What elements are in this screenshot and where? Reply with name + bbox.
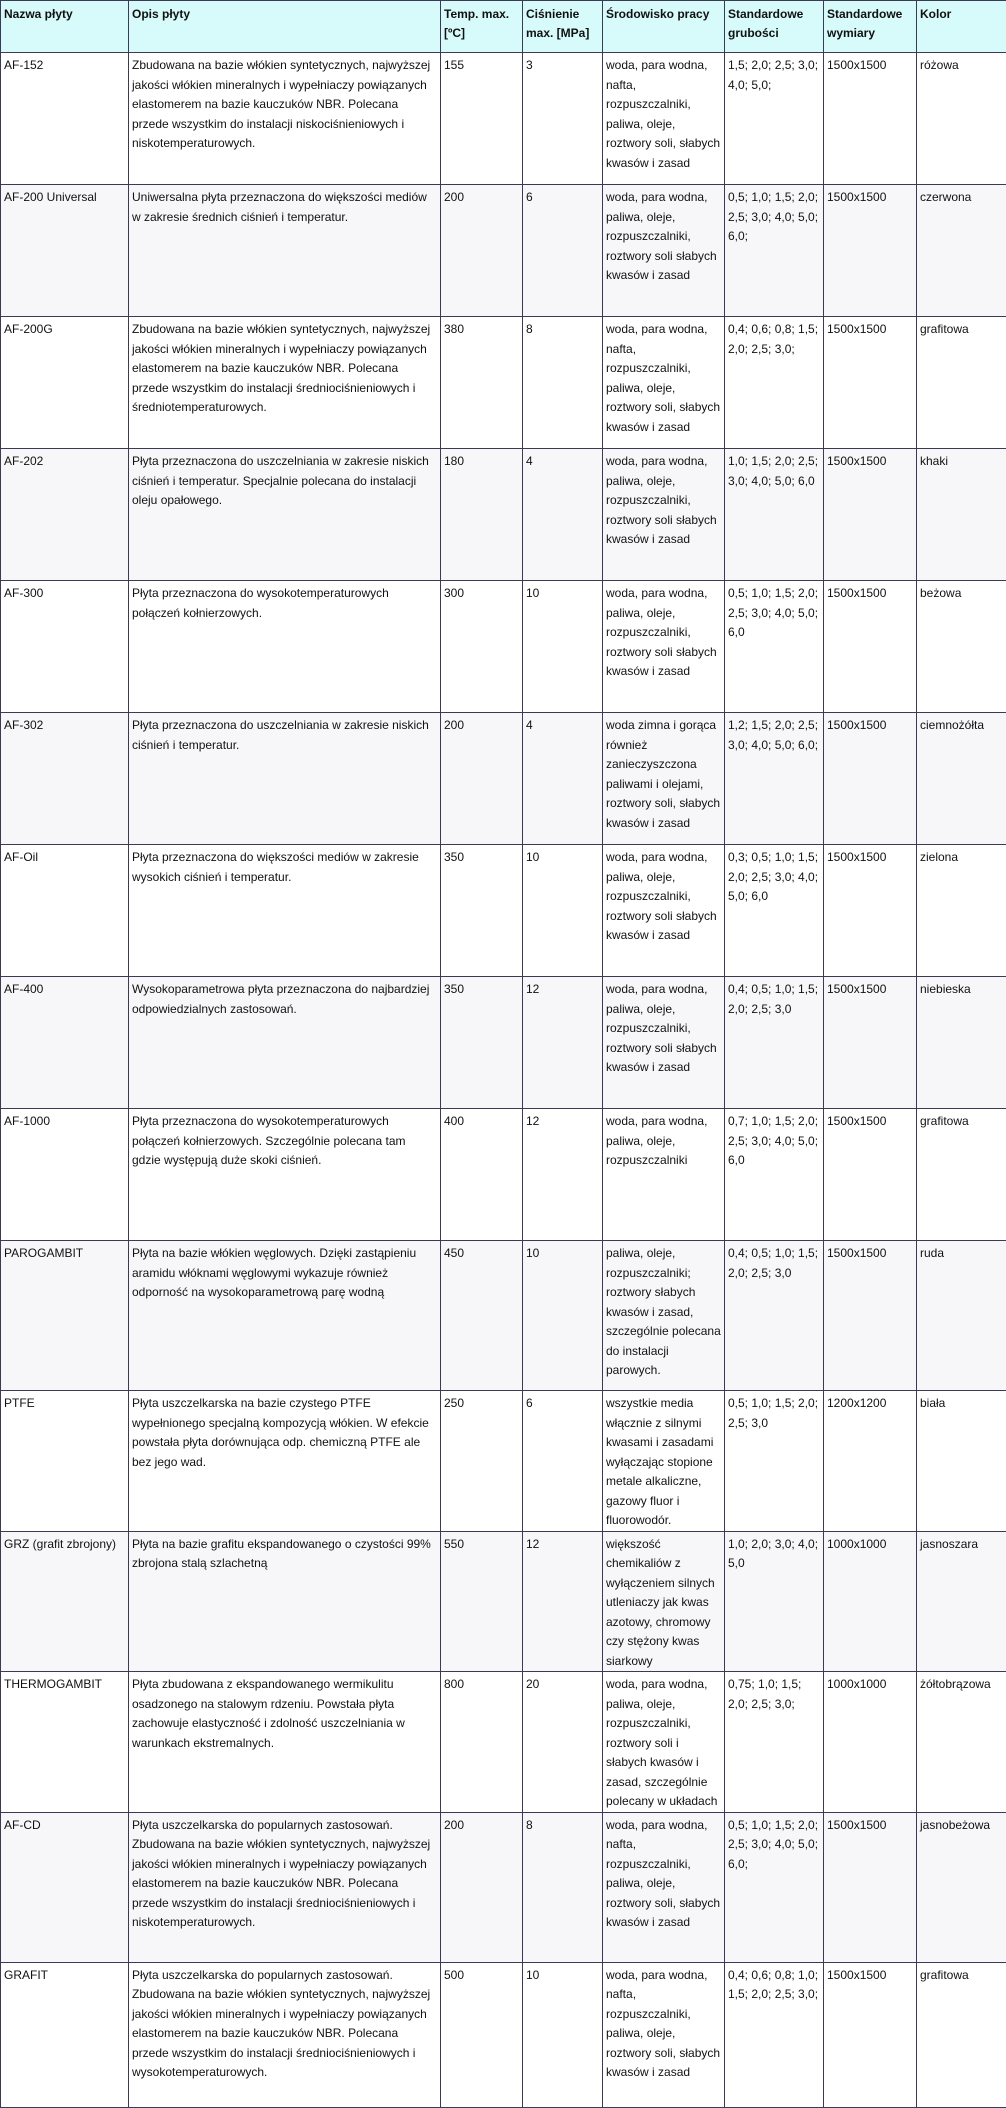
cell-desc: Płyta przeznaczona do wysokotemperaturowych połączeń kołnierzowych. Szczególnie polecana tam gdzie występują duże skoki ciśnień. xyxy=(129,1109,441,1241)
cell-thick: 0,4; 0,6; 0,8; 1,5; 2,0; 2,5; 3,0; xyxy=(725,317,824,449)
cell-thick: 1,0; 1,5; 2,0; 2,5; 3,0; 4,0; 5,0; 6,0 xyxy=(725,449,824,581)
cell-desc: Płyta przeznaczona do uszczelniania w zakresie niskich ciśnień i temperatur. Specjalnie polecana do instalacji oleju opałowego. xyxy=(129,449,441,581)
cell-thick: 0,4; 0,5; 1,0; 1,5; 2,0; 2,5; 3,0 xyxy=(725,977,824,1109)
cell-name: AF-Oil xyxy=(1,845,129,977)
cell-press: 12 xyxy=(523,1531,603,1672)
cell-temp: 300 xyxy=(441,581,523,713)
cell-temp: 500 xyxy=(441,1962,523,2107)
cell-desc: Płyta uszczelkarska na bazie czystego PTFE wypełnionego specjalną kompozycją włókien. W efekcie powstała płyta dorównująca odp. chemiczną PTFE ale bez jego wad. xyxy=(129,1391,441,1532)
cell-press: 10 xyxy=(523,1962,603,2107)
cell-color: khaki xyxy=(917,449,1006,581)
cell-temp: 380 xyxy=(441,317,523,449)
cell-temp: 350 xyxy=(441,845,523,977)
header-dims: Standardowe wymiary xyxy=(824,1,917,53)
table-row xyxy=(1,1391,1006,1532)
cell-env: woda zimna i gorąca również zanieczyszczona paliwami i olejami, roztwory soli, słabych kwasów i zasad xyxy=(603,713,725,845)
cell-thick: 0,5; 1,0; 1,5; 2,0; 2,5; 3,0; 4,0; 5,0; 6,0 xyxy=(725,581,824,713)
cell-dims: 1500x1500 xyxy=(824,317,917,449)
cell-name: GRAFIT xyxy=(1,1962,129,2107)
table-row xyxy=(1,713,1006,845)
cell-name: AF-152 xyxy=(1,53,129,185)
cell-env: woda, para wodna, paliwa, oleje, rozpuszczalniki, roztwory soli słabych kwasów i zasad xyxy=(603,581,725,713)
cell-desc: Płyta zbudowana z ekspandowanego wermikulitu osadzonego na stalowym rdzeniu. Powstała płyta zachowuje elastyczność i zdolność uszczelniania w warunkach ekstremalnych. xyxy=(129,1672,441,1813)
header-color: Kolor xyxy=(917,1,1006,53)
cell-press: 4 xyxy=(523,713,603,845)
cell-press: 20 xyxy=(523,1672,603,1813)
cell-env: większość chemikaliów z wyłączeniem silnych utleniaczy jak kwas azotowy, chromowy czy stężony kwas siarkowy xyxy=(603,1531,725,1672)
cell-temp: 400 xyxy=(441,1109,523,1241)
table-row xyxy=(1,1812,1006,1962)
table-row xyxy=(1,53,1006,185)
cell-env: woda, para wodna, paliwa, oleje, rozpuszczalniki, roztwory soli i słabych kwasów i zasad, szczególnie polecany w układach xyxy=(603,1672,725,1813)
cell-name: AF-202 xyxy=(1,449,129,581)
cell-temp: 155 xyxy=(441,53,523,185)
cell-color: grafitowa xyxy=(917,1962,1006,2107)
cell-name: AF-200G xyxy=(1,317,129,449)
cell-temp: 450 xyxy=(441,1241,523,1391)
cell-dims: 1500x1500 xyxy=(824,1962,917,2107)
cell-press: 4 xyxy=(523,449,603,581)
cell-name: PTFE xyxy=(1,1391,129,1532)
cell-desc: Zbudowana na bazie włókien syntetycznych, najwyższej jakości włókien mineralnych i wypełniaczy powiązanych elastomerem na bazie kauczuków NBR. Polecana przede wszystkim do instalacji niskociśnieniowych i niskotemperaturowych. xyxy=(129,53,441,185)
header-press: Ciśnienie max. [MPa] xyxy=(523,1,603,53)
cell-env: woda, para wodna, paliwa, oleje, rozpuszczalniki, roztwory soli słabych kwasów i zasad xyxy=(603,449,725,581)
cell-color: grafitowa xyxy=(917,317,1006,449)
cell-env: wszystkie media włącznie z silnymi kwasami i zasadami wyłączając stopione metale alkaliczne, gazowy fluor i fluorowodór. xyxy=(603,1391,725,1532)
cell-color: ruda xyxy=(917,1241,1006,1391)
cell-name: GRZ (grafit zbrojony) xyxy=(1,1531,129,1672)
cell-thick: 0,75; 1,0; 1,5; 2,0; 2,5; 3,0; xyxy=(725,1672,824,1813)
cell-thick: 0,5; 1,0; 1,5; 2,0; 2,5; 3,0; 4,0; 5,0; 6,0; xyxy=(725,185,824,317)
cell-temp: 800 xyxy=(441,1672,523,1813)
cell-thick: 1,5; 2,0; 2,5; 3,0; 4,0; 5,0; xyxy=(725,53,824,185)
cell-color: jasnobeżowa xyxy=(917,1812,1006,1962)
cell-press: 8 xyxy=(523,1812,603,1962)
header-name: Nazwa płyty xyxy=(1,1,129,53)
cell-dims: 1500x1500 xyxy=(824,581,917,713)
cell-env: woda, para wodna, paliwa, oleje, rozpuszczalniki, roztwory soli słabych kwasów i zasad xyxy=(603,845,725,977)
table-row xyxy=(1,1672,1006,1813)
cell-env: woda, para wodna, paliwa, oleje, rozpuszczalniki xyxy=(603,1109,725,1241)
table-row xyxy=(1,317,1006,449)
cell-desc: Płyta przeznaczona do uszczelniania w zakresie niskich ciśnień i temperatur. xyxy=(129,713,441,845)
table-row xyxy=(1,1241,1006,1391)
cell-env: woda, para wodna, paliwa, oleje, rozpuszczalniki, roztwory soli słabych kwasów i zasad xyxy=(603,185,725,317)
cell-color: biała xyxy=(917,1391,1006,1532)
cell-color: niebieska xyxy=(917,977,1006,1109)
cell-temp: 200 xyxy=(441,713,523,845)
cell-temp: 350 xyxy=(441,977,523,1109)
cell-temp: 250 xyxy=(441,1391,523,1532)
cell-name: THERMOGAMBIT xyxy=(1,1672,129,1813)
cell-press: 12 xyxy=(523,977,603,1109)
table-row xyxy=(1,1962,1006,2107)
cell-desc: Płyta przeznaczona do wysokotemperaturowych połączeń kołnierzowych. xyxy=(129,581,441,713)
cell-thick: 0,4; 0,5; 1,0; 1,5; 2,0; 2,5; 3,0 xyxy=(725,1241,824,1391)
cell-dims: 1000x1000 xyxy=(824,1672,917,1813)
cell-color: grafitowa xyxy=(917,1109,1006,1241)
cell-name: AF-400 xyxy=(1,977,129,1109)
cell-name: AF-1000 xyxy=(1,1109,129,1241)
cell-dims: 1500x1500 xyxy=(824,977,917,1109)
cell-env: woda, para wodna, nafta, rozpuszczalniki, paliwa, oleje, roztwory soli, słabych kwasów i zasad xyxy=(603,1962,725,2107)
cell-press: 6 xyxy=(523,1391,603,1532)
cell-env: paliwa, oleje, rozpuszczalniki; roztwory słabych kwasów i zasad, szczególnie polecana do instalacji parowych. xyxy=(603,1241,725,1391)
cell-temp: 180 xyxy=(441,449,523,581)
cell-thick: 1,2; 1,5; 2,0; 2,5; 3,0; 4,0; 5,0; 6,0; xyxy=(725,713,824,845)
cell-dims: 1200x1200 xyxy=(824,1391,917,1532)
cell-desc: Wysokoparametrowa płyta przeznaczona do najbardziej odpowiedzialnych zastosowań. xyxy=(129,977,441,1109)
cell-press: 6 xyxy=(523,185,603,317)
cell-dims: 1500x1500 xyxy=(824,1241,917,1391)
table-row xyxy=(1,1531,1006,1672)
cell-thick: 0,7; 1,0; 1,5; 2,0; 2,5; 3,0; 4,0; 5,0; 6,0 xyxy=(725,1109,824,1241)
cell-press: 8 xyxy=(523,317,603,449)
cell-temp: 200 xyxy=(441,1812,523,1962)
cell-press: 10 xyxy=(523,1241,603,1391)
cell-dims: 1500x1500 xyxy=(824,53,917,185)
cell-desc: Płyta na bazie włókien węglowych. Dzięki zastąpieniu aramidu włóknami węglowymi wykazuje również odporność na wysokoparametrową parę wodną xyxy=(129,1241,441,1391)
cell-press: 10 xyxy=(523,845,603,977)
cell-dims: 1500x1500 xyxy=(824,449,917,581)
cell-temp: 200 xyxy=(441,185,523,317)
cell-desc: Uniwersalna płyta przeznaczona do większości mediów w zakresie średnich ciśnień i temperatur. xyxy=(129,185,441,317)
cell-desc: Zbudowana na bazie włókien syntetycznych, najwyższej jakości włókien mineralnych i wypełniaczy powiązanych elastomerem na bazie kauczuków NBR. Polecana przede wszystkim do instalacji średniociśnieniowych i średniotemperaturowych. xyxy=(129,317,441,449)
table-row xyxy=(1,449,1006,581)
table-row xyxy=(1,845,1006,977)
cell-name: AF-300 xyxy=(1,581,129,713)
cell-name: AF-CD xyxy=(1,1812,129,1962)
cell-name: AF-302 xyxy=(1,713,129,845)
cell-env: woda, para wodna, nafta, rozpuszczalniki, paliwa, oleje, roztwory soli, słabych kwasów i zasad xyxy=(603,1812,725,1962)
cell-name: AF-200 Universal xyxy=(1,185,129,317)
cell-thick: 1,0; 2,0; 3,0; 4,0; 5,0 xyxy=(725,1531,824,1672)
cell-dims: 1500x1500 xyxy=(824,713,917,845)
header-temp: Temp. max. [ºC] xyxy=(441,1,523,53)
cell-press: 3 xyxy=(523,53,603,185)
cell-name: PAROGAMBIT xyxy=(1,1241,129,1391)
cell-dims: 1500x1500 xyxy=(824,185,917,317)
header-row xyxy=(1,1,1006,53)
table-row xyxy=(1,185,1006,317)
cell-dims: 1500x1500 xyxy=(824,1109,917,1241)
header-thick: Standardowe grubości xyxy=(725,1,824,53)
cell-desc: Płyta uszczelkarska do popularnych zastosowań. Zbudowana na bazie włókien syntetycznych, najwyższej jakości włókien mineralnych i wypełniaczy powiązanych elastomerem na bazie kauczuków NBR. Polecana przede wszystkim do instalacji średniociśnieniowych i wysokotemperaturowych. xyxy=(129,1962,441,2107)
cell-color: żółtobrązowa xyxy=(917,1672,1006,1813)
cell-env: woda, para wodna, nafta, rozpuszczalniki, paliwa, oleje, roztwory soli, słabych kwasów i zasad xyxy=(603,53,725,185)
cell-color: czerwona xyxy=(917,185,1006,317)
cell-color: beżowa xyxy=(917,581,1006,713)
cell-desc: Płyta przeznaczona do większości mediów w zakresie wysokich ciśnień i temperatur. xyxy=(129,845,441,977)
cell-dims: 1500x1500 xyxy=(824,845,917,977)
cell-thick: 0,4; 0,6; 0,8; 1,0; 1,5; 2,0; 2,5; 3,0; xyxy=(725,1962,824,2107)
cell-desc: Płyta uszczelkarska do popularnych zastosowań. Zbudowana na bazie włókien syntetycznych, najwyższej jakości włókien mineralnych i wypełniaczy powiązanych elastomerem na bazie kauczuków NBR. Polecana przede wszystkim do instalacji średniociśnieniowych i niskotemperaturowych. xyxy=(129,1812,441,1962)
cell-color: zielona xyxy=(917,845,1006,977)
cell-color: ciemnożółta xyxy=(917,713,1006,845)
cell-thick: 0,5; 1,0; 1,5; 2,0; 2,5; 3,0; 4,0; 5,0; 6,0; xyxy=(725,1812,824,1962)
header-desc: Opis płyty xyxy=(129,1,441,53)
table-row xyxy=(1,1109,1006,1241)
cell-env: woda, para wodna, nafta, rozpuszczalniki, paliwa, oleje, roztwory soli, słabych kwasów i zasad xyxy=(603,317,725,449)
cell-color: jasnoszara xyxy=(917,1531,1006,1672)
cell-desc: Płyta na bazie grafitu ekspandowanego o czystości 99% zbrojona stalą szlachetną xyxy=(129,1531,441,1672)
cell-press: 10 xyxy=(523,581,603,713)
cell-dims: 1000x1000 xyxy=(824,1531,917,1672)
cell-thick: 0,3; 0,5; 1,0; 1,5; 2,0; 2,5; 3,0; 4,0; 5,0; 6,0 xyxy=(725,845,824,977)
cell-dims: 1500x1500 xyxy=(824,1812,917,1962)
cell-env: woda, para wodna, paliwa, oleje, rozpuszczalniki, roztwory soli słabych kwasów i zasad xyxy=(603,977,725,1109)
cell-press: 12 xyxy=(523,1109,603,1241)
cell-color: różowa xyxy=(917,53,1006,185)
cell-thick: 0,5; 1,0; 1,5; 2,0; 2,5; 3,0 xyxy=(725,1391,824,1532)
table-row xyxy=(1,581,1006,713)
table-row xyxy=(1,977,1006,1109)
cell-temp: 550 xyxy=(441,1531,523,1672)
header-env: Środowisko pracy xyxy=(603,1,725,53)
